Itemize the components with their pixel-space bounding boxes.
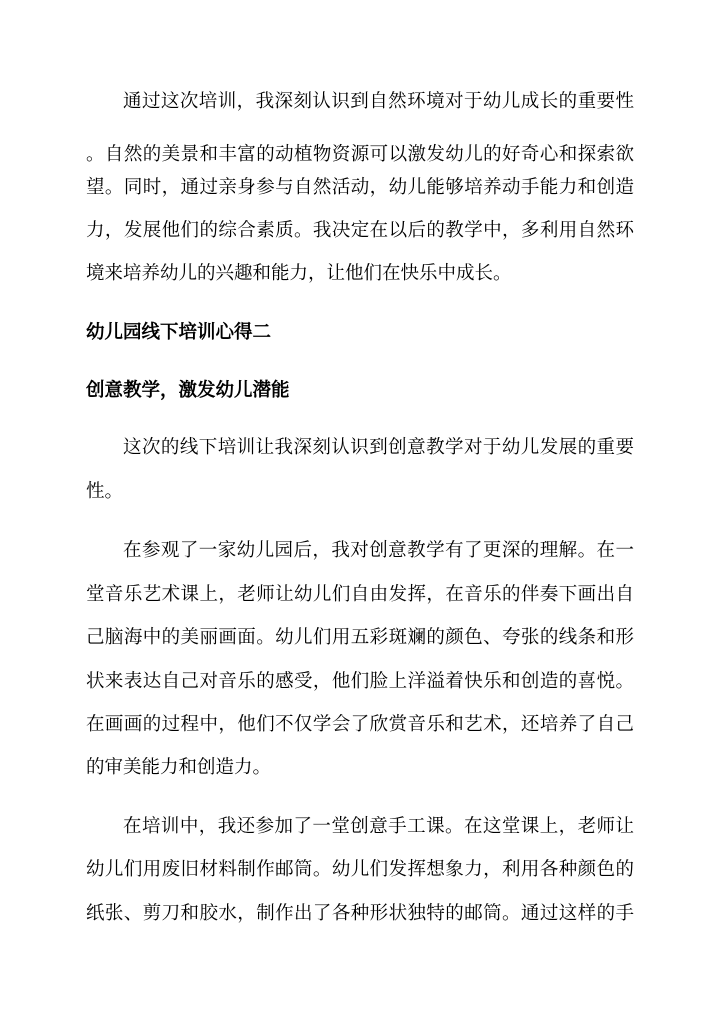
paragraph-1-line-3: 望。同时，通过亲身参与自然活动，幼儿能够培养动手能力和创造 <box>86 177 634 198</box>
section-title: 幼儿园线下培训心得二 <box>86 322 272 343</box>
paragraph-3-line-4: 状来表达自己对音乐的感受，他们脸上洋溢着快乐和创造的喜悦。 <box>86 671 634 692</box>
paragraph-3-line-6: 的审美能力和创造力。 <box>86 757 272 778</box>
paragraph-1-line-4: 力，发展他们的综合素质。我决定在以后的教学中，多利用自然环 <box>86 220 634 241</box>
paragraph-3-line-3: 己脑海中的美丽画面。幼儿们用五彩斑斓的颜色、夸张的线条和形 <box>86 627 634 648</box>
paragraph-1-line-2: 。自然的美景和丰富的动植物资源可以激发幼儿的好奇心和探索欲 <box>86 144 634 165</box>
paragraph-2-line-2: 性。 <box>86 481 124 502</box>
paragraph-3-line-5: 在画画的过程中，他们不仅学会了欣赏音乐和艺术，还培养了自己 <box>86 714 634 735</box>
paragraph-4-line-2: 幼儿们用废旧材料制作邮筒。幼儿们发挥想象力，利用各种颜色的 <box>86 859 634 880</box>
paragraph-1-line-5: 境来培养幼儿的兴趣和能力，让他们在快乐中成长。 <box>86 263 512 284</box>
paragraph-2-line-1: 这次的线下培训让我深刻认识到创意教学对于幼儿发展的重要 <box>123 437 634 458</box>
paragraph-3-line-1: 在参观了一家幼儿园后，我对创意教学有了更深的理解。在一 <box>123 540 634 561</box>
paragraph-1-line-1: 通过这次培训，我深刻认识到自然环境对于幼儿成长的重要性 <box>123 91 634 112</box>
paragraph-3-line-2: 堂音乐艺术课上，老师让幼儿们自由发挥，在音乐的伴奏下画出自 <box>86 584 634 605</box>
section-subtitle: 创意教学，激发幼儿潜能 <box>86 380 290 401</box>
paragraph-4-line-3: 纸张、剪刀和胶水，制作出了各种形状独特的邮筒。通过这样的手 <box>86 903 634 924</box>
paragraph-4-line-1: 在培训中，我还参加了一堂创意手工课。在这堂课上，老师让 <box>123 816 634 837</box>
